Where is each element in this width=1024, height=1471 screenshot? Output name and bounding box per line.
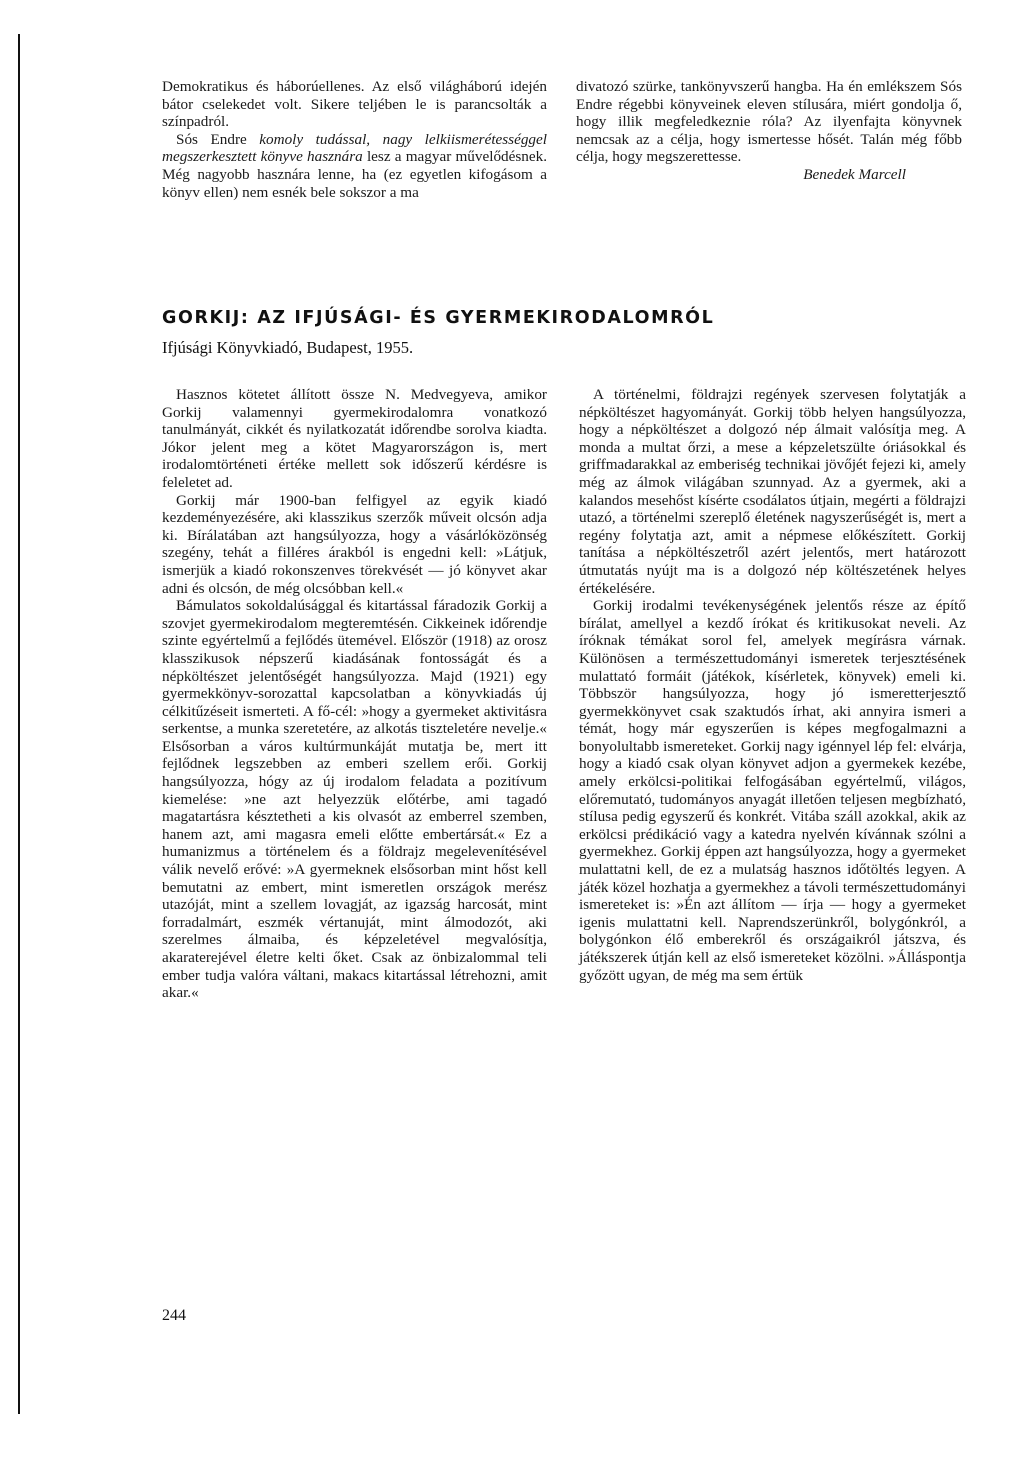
paragraph: Gorkij már 1900-ban felfigyel az egyik kiadó kezdeményezésére, aki klasszikus szerzők műveit olcsón adja ki. Bírálatában azt hangsúlyozza, hogy a vásárlóközönség szegény, tehát a filléres árakból is engedni kell: »Látjuk, ismerjük a kiadó rokonszenves törekvését — jó könyvet akar adni és olcsón, de még olcsóbban kell.« xyxy=(162,491,547,597)
italic-text: komoly tudással, nagy lelkiismerétességgel megszerkesztett könyve hasznára xyxy=(162,130,547,166)
text-span: Sós Endre xyxy=(176,130,260,148)
author-signature: Benedek Marcell xyxy=(803,165,906,183)
main-left-column xyxy=(162,386,547,1002)
top-right-column xyxy=(576,78,962,184)
top-left-column xyxy=(162,78,547,201)
paragraph: divatozó szürke, tankönyvszerű hangba. Ha én emlékszem Sós Endre régebbi könyveinek eleven stílusára, miért gondolja ő, hogy illik megfeledkeznie róla? Az ilyenfajta könyvnek nemcsak az a célja, hogy ismertesse hősét. Talán még főbb célja, hogy megszerettesse. xyxy=(576,78,962,166)
paragraph: Gorkij irodalmi tevékenységének jelentős része az építő bírálat, amellyel a kezdő írókat és kritikusokat neveli. Az íróknak témákat sorol fel, amelyek megírásra várnak. Különösen a természettudományi ismeretek terjesztésének mulattató formáit (játékok, kísérletek, könyvek) emeli ki. Többször hangsúlyozza, hogy jó ismeretterjesztő gyermekkönyvet csak szaktudós írhat, aki annyira ismeri a témát, hogy már egyszerűen is képes megfogalmazni a bonyolultabb ismereteket. Gorkij nagy igénnyel lép fel: elvárja, hogy a kiadó csak olyan könyvet adjon a gyermekek kezébe, amely erkölcsi-politikai felfogásában egyértelmű, világos, előremutató, tudományos anyagát illetően teljesen megbízható, stílusa pedig egyszerű és konkrét. Vitába száll azokkal, akik az erkölcsi prédikáció vagy a katedra nyelvén kívánnak szólni a gyermekhez. Gorkij éppen azt hangsúlyozza, hogy a gyermeket mulattatni kell, de ez a mulatság hasznos időtöltés legyen. A játék közel hozhatja a gyermekhez a távoli természettudományi ismereteket is: »Én azt állítom — írja — hogy a gyermeket igenis mulattatni kell. Naprendszerünkről, bolygónkról, a bolygónkon élő emberekről és országaikról játszva, és játékszerek útján kell az első ismereteket közölni. »Álláspontja győzött ugyan, de még ma sem értük xyxy=(579,597,966,984)
paragraph: Hasznos kötetet állított össze N. Medvegyeva, amikor Gorkij valamennyi gyermekirodalomra vonatkozó tanulmányát, cikkét és nyilatkozatát időrendbe sorolva kiadta. Jókor jelent meg a kötet Magyarországon is, mert irodalomtörténeti értéke mellett sok időszerű kérdésre is feleletet ad. xyxy=(162,386,547,491)
paragraph: Demokratikus és háborúellenes. Az első világháború idején bátor cselekedet volt. Sikere teljében le is parancsolták a színpadról. xyxy=(162,78,547,131)
paragraph: Bámulatos sokoldalúsággal és kitartással fáradozik Gorkij a szovjet gyermekirodalom megteremtésén. Cikkeinek időrendje szinte egyértelmű a fejlődés ütemével. Először (1918) az orosz klasszikusok népszerű kiadásának fontosságát és a népköltészet jelentőségét hangsúlyozza. Majd (1921) egy gyermekkönyv-sorozattal kapcsolatban a könyvkiadás új célkitűzéseit ismerteti. A fő-cél: »hogy a gyermeket aktivitásra serkentse, a munka szeretetére, az alkotás tiszteletére nevelje.« Elsősorban a város kultúrmunkáját mutatja be, mert itt fejlődnek legszebben az emberi szellem erői. Gorkij hangsúlyozza, hógy az új irodalom feladata a pozitívum kiemelése: »ne azt helyezzük előtérbe, ami tagadó magatartásra késztetheti a kis olvasót az emberrel szemben, hanem azt, ami magasra emeli előtte embertársát.« Ez a humanizmus a történelem és a földrajz megelevenítésével válik nevelő erővé: »A gyermeknek elsősorban mint hőst kell bemutatni az embert, mint ismeretlen országok merész utazóját, mint a szellem lovagját, az igazság harcosát, mint forradalmárt, eszmék vértanuját, mint álmodozót, aki szerelmes álmaiba, és képzeletével megvalósítja, akaraterejével életre kelti őket. Csak az önbizalommal teli ember tudja valóra váltani, makacs kitartással létrehozni, amit akar.« xyxy=(162,597,547,1002)
main-right-column xyxy=(579,386,966,984)
article-title: GORKIJ: AZ IFJÚSÁGI- ÉS GYERMEKIRODALOMRÓL xyxy=(162,308,715,328)
paragraph xyxy=(162,131,547,201)
paragraph: A történelmi, földrajzi regények szervesen folytatják a népköltészet hagyományát. Gorkij több helyen hangsúlyozza, hogy a népköltészet a dolgozó nép álmait valósítja meg. A monda a multat őrzi, a mese a képzeletszülte óriásokkal és griffmadarakkal az emberiség technikai jövőjét fejezi ki, amely még az álmok világában szunnyad. Az a gyermek, aki a kalandos mesehőst kísérte csodálatos útjain, megérti a földrajzi utazó, a történelmi szereplő életének nagyszerűségét is, mert a regény folytatja azt, amit a népmese előkészített. Gorkij tanítása a népköltészetről azért jelentős, mert határozott útmutatás nyújt ma is a dolgozó nép költészetének helyes értékelésére. xyxy=(579,386,966,597)
page-number: 244 xyxy=(162,1307,186,1324)
page-edge-line xyxy=(18,34,20,1414)
text-span: lesz a magyar művelődésnek. Még nagyobb hasznára lenne, ha (ez egyetlen kifogásom a könyv ellen) nem esnék bele sokszor a ma xyxy=(162,148,548,201)
publisher-line: Ifjúsági Könyvkiadó, Budapest, 1955. xyxy=(162,338,414,357)
